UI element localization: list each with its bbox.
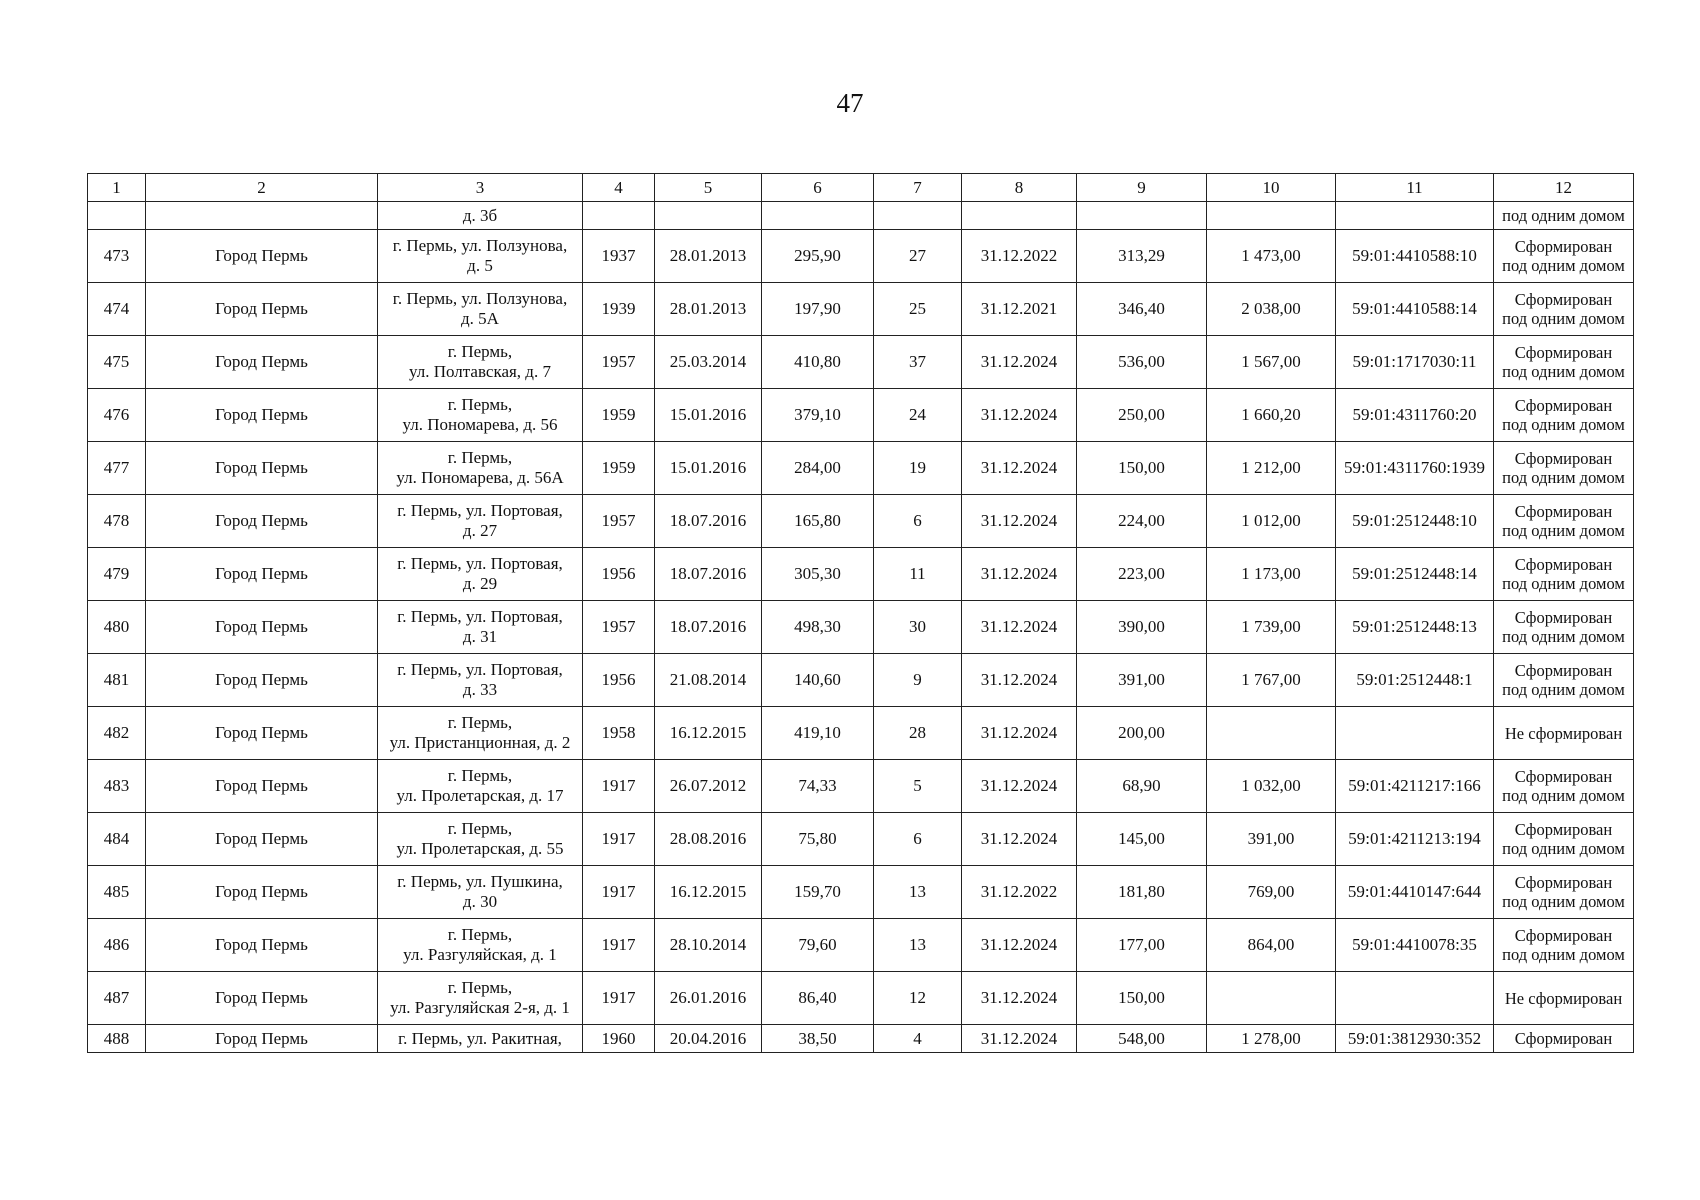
year-cell: 1959: [583, 389, 655, 442]
value-cell: 150,00: [1077, 972, 1207, 1025]
status-cell: [1494, 919, 1634, 972]
address-line: г. Пермь, ул. Ползунова,: [392, 289, 568, 308]
value-cell: 1 278,00: [1207, 1025, 1336, 1053]
status-cell: [1494, 389, 1634, 442]
address-line: г. Пермь, ул. Портовая,: [397, 501, 563, 520]
area-cell: 410,80: [762, 336, 874, 389]
status-line: под одним домом: [1502, 945, 1625, 964]
area-cell: 140,60: [762, 654, 874, 707]
column-header: 8: [962, 174, 1077, 202]
value-cell: 181,80: [1077, 866, 1207, 919]
year-cell: 1917: [583, 972, 655, 1025]
cadastral-number-cell: [1336, 972, 1494, 1025]
address-cell: [378, 707, 583, 760]
municipality-cell: Город Пермь: [146, 389, 378, 442]
address-line: ул. Пристанционная, д. 2: [389, 733, 571, 752]
status-cell: под одним домом: [1494, 202, 1634, 230]
cadastral-number-cell: 59:01:2512448:10: [1336, 495, 1494, 548]
cadastral-number-cell: 59:01:2512448:13: [1336, 601, 1494, 654]
status-line: Сформирован: [1514, 608, 1613, 627]
area-cell: 419,10: [762, 707, 874, 760]
date-cell: 21.08.2014: [655, 654, 762, 707]
address-line: ул. Полтавская, д. 7: [409, 362, 551, 381]
date-cell: 25.03.2014: [655, 336, 762, 389]
date-cell: 26.07.2012: [655, 760, 762, 813]
area-cell: 79,60: [762, 919, 874, 972]
cadastral-number-cell: 59:01:4410588:14: [1336, 283, 1494, 336]
address-cell: [378, 548, 583, 601]
value-cell: 391,00: [1207, 813, 1336, 866]
status-cell: [1494, 230, 1634, 283]
value-cell: 223,00: [1077, 548, 1207, 601]
municipality-cell: Город Пермь: [146, 972, 378, 1025]
table-row: [88, 389, 1634, 442]
year-cell: 1956: [583, 548, 655, 601]
value-cell: 2 038,00: [1207, 283, 1336, 336]
row-number-cell: 486: [88, 919, 146, 972]
year-cell: 1939: [583, 283, 655, 336]
municipality-cell: Город Пермь: [146, 442, 378, 495]
column-header: 12: [1494, 174, 1634, 202]
residents-cell: 30: [874, 601, 962, 654]
value-cell: 1 567,00: [1207, 336, 1336, 389]
row-number-cell: 479: [88, 548, 146, 601]
address-line: д. 30: [462, 892, 498, 911]
value-cell: 145,00: [1077, 813, 1207, 866]
row-number-cell: 483: [88, 760, 146, 813]
value-cell: 769,00: [1207, 866, 1336, 919]
status-line: под одним домом: [1502, 680, 1625, 699]
table-row: [88, 548, 1634, 601]
year-cell: 1957: [583, 495, 655, 548]
area-cell: 295,90: [762, 230, 874, 283]
area-cell: 75,80: [762, 813, 874, 866]
table-row: [88, 336, 1634, 389]
table-row: [88, 654, 1634, 707]
residents-cell: 13: [874, 919, 962, 972]
deadline-cell: 31.12.2024: [962, 495, 1077, 548]
row-number-cell: 487: [88, 972, 146, 1025]
date-cell: 26.01.2016: [655, 972, 762, 1025]
year-cell: 1917: [583, 866, 655, 919]
year-cell: 1958: [583, 707, 655, 760]
residents-cell: 19: [874, 442, 962, 495]
municipality-cell: Город Пермь: [146, 866, 378, 919]
column-header: 9: [1077, 174, 1207, 202]
address-line: д. 5А: [461, 309, 499, 328]
status-line: под одним домом: [1502, 574, 1625, 593]
year-cell: 1956: [583, 654, 655, 707]
cadastral-number-cell: 59:01:4311760:20: [1336, 389, 1494, 442]
area-cell: 74,33: [762, 760, 874, 813]
value-cell: 1 473,00: [1207, 230, 1336, 283]
deadline-cell: 31.12.2024: [962, 601, 1077, 654]
address-cell: [378, 972, 583, 1025]
deadline-cell: 31.12.2024: [962, 654, 1077, 707]
value-cell: [1207, 972, 1336, 1025]
address-cell: [378, 389, 583, 442]
area-cell: 86,40: [762, 972, 874, 1025]
date-cell: 18.07.2016: [655, 601, 762, 654]
year-cell: 1959: [583, 442, 655, 495]
status-line: под одним домом: [1502, 892, 1625, 911]
table-row: [88, 495, 1634, 548]
area-cell: 159,70: [762, 866, 874, 919]
municipality-cell: Город Пермь: [146, 919, 378, 972]
column-header: 3: [378, 174, 583, 202]
value-cell: 313,29: [1077, 230, 1207, 283]
deadline-cell: 31.12.2024: [962, 336, 1077, 389]
deadline-cell: 31.12.2024: [962, 972, 1077, 1025]
status-line: Сформирован: [1514, 661, 1613, 680]
address-line: г. Пермь,: [447, 819, 513, 838]
address-line: г. Пермь, ул. Портовая,: [397, 554, 563, 573]
value-cell: 224,00: [1077, 495, 1207, 548]
address-cell: [378, 760, 583, 813]
date-cell: 15.01.2016: [655, 389, 762, 442]
municipality-cell: Город Пермь: [146, 707, 378, 760]
row-number-cell: 482: [88, 707, 146, 760]
address-cell: [378, 919, 583, 972]
residents-cell: 11: [874, 548, 962, 601]
status-cell: [1494, 495, 1634, 548]
column-header: 5: [655, 174, 762, 202]
status-line: Сформирован: [1514, 290, 1613, 309]
cadastral-number-cell: 59:01:1717030:11: [1336, 336, 1494, 389]
column-header: 10: [1207, 174, 1336, 202]
year-cell: 1957: [583, 336, 655, 389]
address-line: ул. Пономарева, д. 56А: [396, 468, 564, 487]
value-cell: 1 660,20: [1207, 389, 1336, 442]
status-cell: [1494, 601, 1634, 654]
address-line: ул. Пролетарская, д. 17: [396, 786, 564, 805]
status-cell: [1494, 1025, 1634, 1053]
table-row: [88, 707, 1634, 760]
address-cell: д. 3б: [378, 202, 583, 230]
address-line: ул. Пономарева, д. 56: [402, 415, 558, 434]
status-line: Сформирован: [1514, 555, 1613, 574]
cadastral-number-cell: 59:01:2512448:14: [1336, 548, 1494, 601]
table-row: [88, 442, 1634, 495]
row-number-cell: 480: [88, 601, 146, 654]
municipality-cell: Город Пермь: [146, 548, 378, 601]
status-line: под одним домом: [1502, 627, 1625, 646]
date-cell: 28.08.2016: [655, 813, 762, 866]
address-line: г. Пермь, ул. Портовая,: [397, 607, 563, 626]
row-number-cell: 478: [88, 495, 146, 548]
date-cell: 16.12.2015: [655, 866, 762, 919]
value-cell: 200,00: [1077, 707, 1207, 760]
table-row: [88, 230, 1634, 283]
residents-cell: 6: [874, 813, 962, 866]
municipality-cell: Город Пермь: [146, 813, 378, 866]
row-number-cell: 475: [88, 336, 146, 389]
column-number-header-row: [88, 174, 1634, 202]
row-number-cell: 474: [88, 283, 146, 336]
year-cell: 1917: [583, 919, 655, 972]
year-cell: 1917: [583, 760, 655, 813]
table-row: [88, 919, 1634, 972]
address-cell: [378, 813, 583, 866]
row-number-cell: 473: [88, 230, 146, 283]
municipality-cell: Город Пермь: [146, 760, 378, 813]
status-cell: [1494, 283, 1634, 336]
address-line: г. Пермь,: [447, 448, 513, 467]
area-cell: 305,30: [762, 548, 874, 601]
status-line: Сформирован: [1514, 1029, 1613, 1048]
municipality-cell: Город Пермь: [146, 601, 378, 654]
year-cell: 1937: [583, 230, 655, 283]
cadastral-number-cell: 59:01:4410147:644: [1336, 866, 1494, 919]
table-row: [88, 866, 1634, 919]
status-cell: [1494, 442, 1634, 495]
address-line: г. Пермь, ул. Портовая,: [397, 660, 563, 679]
year-cell: 1957: [583, 601, 655, 654]
residents-cell: 9: [874, 654, 962, 707]
status-cell: [1494, 707, 1634, 760]
row-number-cell: 484: [88, 813, 146, 866]
status-line: под одним домом: [1502, 521, 1625, 540]
value-cell: 391,00: [1077, 654, 1207, 707]
address-line: г. Пермь, ул. Ракитная,: [398, 1028, 562, 1048]
status-line: Сформирован: [1514, 449, 1613, 468]
status-line: под одним домом: [1502, 256, 1625, 275]
status-line: под одним домом: [1502, 362, 1625, 381]
status-line: под одним домом: [1502, 309, 1625, 328]
status-line: под одним домом: [1502, 415, 1625, 434]
address-cell: [378, 336, 583, 389]
municipality-cell: Город Пермь: [146, 283, 378, 336]
area-cell: 38,50: [762, 1025, 874, 1053]
page-number: 47: [836, 88, 864, 118]
address-line: г. Пермь,: [447, 342, 513, 361]
area-cell: 165,80: [762, 495, 874, 548]
status-cell: [1494, 336, 1634, 389]
deadline-cell: 31.12.2024: [962, 707, 1077, 760]
municipality-cell: Город Пермь: [146, 495, 378, 548]
date-cell: 20.04.2016: [655, 1025, 762, 1053]
deadline-cell: 31.12.2024: [962, 1025, 1077, 1053]
residents-cell: 27: [874, 230, 962, 283]
municipality-cell: Город Пермь: [146, 336, 378, 389]
cadastral-number-cell: 59:01:4211217:166: [1336, 760, 1494, 813]
address-line: д. 29: [462, 574, 498, 593]
status-line: Не сформирован: [1504, 988, 1623, 1008]
value-cell: 1 012,00: [1207, 495, 1336, 548]
value-cell: 390,00: [1077, 601, 1207, 654]
status-line: Сформирован: [1514, 767, 1613, 786]
value-cell: 1 767,00: [1207, 654, 1336, 707]
municipality-cell: Город Пермь: [146, 230, 378, 283]
residents-cell: 5: [874, 760, 962, 813]
status-line: под одним домом: [1502, 468, 1625, 487]
municipality-cell: Город Пермь: [146, 1025, 378, 1053]
deadline-cell: 31.12.2024: [962, 548, 1077, 601]
status-line: Сформирован: [1514, 237, 1613, 256]
table-row: [88, 760, 1634, 813]
address-cell: [378, 283, 583, 336]
status-line: Сформирован: [1514, 502, 1613, 521]
value-cell: [1207, 707, 1336, 760]
year-cell: 1960: [583, 1025, 655, 1053]
cadastral-number-cell: 59:01:3812930:352: [1336, 1025, 1494, 1053]
status-line: Сформирован: [1514, 926, 1613, 945]
date-cell: 18.07.2016: [655, 548, 762, 601]
deadline-cell: 31.12.2024: [962, 813, 1077, 866]
cadastral-number-cell: [1336, 707, 1494, 760]
date-cell: 18.07.2016: [655, 495, 762, 548]
address-cell: [378, 230, 583, 283]
cadastral-number-cell: 59:01:4410588:10: [1336, 230, 1494, 283]
address-line: ул. Разгуляйская 2-я, д. 1: [390, 998, 570, 1017]
address-line: г. Пермь,: [447, 395, 513, 414]
status-line: под одним домом: [1502, 786, 1625, 805]
residents-cell: 6: [874, 495, 962, 548]
status-line: под одним домом: [1502, 839, 1625, 858]
year-cell: 1917: [583, 813, 655, 866]
address-line: д. 5: [467, 256, 493, 275]
date-cell: 16.12.2015: [655, 707, 762, 760]
deadline-cell: 31.12.2024: [962, 442, 1077, 495]
residents-cell: 37: [874, 336, 962, 389]
residents-cell: 4: [874, 1025, 962, 1053]
row-number-cell: 485: [88, 866, 146, 919]
date-cell: 28.01.2013: [655, 283, 762, 336]
value-cell: 346,40: [1077, 283, 1207, 336]
table-row: [88, 972, 1634, 1025]
row-number-cell: 488: [88, 1025, 146, 1053]
housing-registry-table: [87, 173, 1634, 1053]
address-cell: [378, 654, 583, 707]
row-number-cell: 477: [88, 442, 146, 495]
status-cell: [1494, 760, 1634, 813]
cadastral-number-cell: 59:01:4410078:35: [1336, 919, 1494, 972]
address-line: г. Пермь,: [447, 713, 513, 732]
continuation-row: [88, 202, 1634, 230]
status-cell: [1494, 654, 1634, 707]
area-cell: 284,00: [762, 442, 874, 495]
address-cell: [378, 442, 583, 495]
address-line: ул. Пролетарская, д. 55: [396, 839, 564, 858]
residents-cell: 28: [874, 707, 962, 760]
residents-cell: 24: [874, 389, 962, 442]
value-cell: 1 173,00: [1207, 548, 1336, 601]
address-line: г. Пермь,: [447, 978, 513, 997]
deadline-cell: 31.12.2022: [962, 866, 1077, 919]
status-cell: [1494, 548, 1634, 601]
table-row: [88, 283, 1634, 336]
table-row: [88, 601, 1634, 654]
status-line: Не сформирован: [1504, 723, 1623, 743]
address-cell: [378, 866, 583, 919]
status-line: Сформирован: [1514, 820, 1613, 839]
row-number-cell: 481: [88, 654, 146, 707]
cadastral-number-cell: 59:01:4211213:194: [1336, 813, 1494, 866]
table-row: [88, 813, 1634, 866]
residents-cell: 12: [874, 972, 962, 1025]
area-cell: 197,90: [762, 283, 874, 336]
address-cell: [378, 601, 583, 654]
address-cell: [378, 495, 583, 548]
value-cell: 864,00: [1207, 919, 1336, 972]
area-cell: 498,30: [762, 601, 874, 654]
value-cell: 1 032,00: [1207, 760, 1336, 813]
value-cell: 68,90: [1077, 760, 1207, 813]
column-header: 4: [583, 174, 655, 202]
address-line: г. Пермь, ул. Ползунова,: [392, 236, 568, 255]
address-cell: [378, 1025, 583, 1053]
column-header: 2: [146, 174, 378, 202]
address-line: ул. Разгуляйская, д. 1: [403, 945, 557, 964]
value-cell: 150,00: [1077, 442, 1207, 495]
deadline-cell: 31.12.2021: [962, 283, 1077, 336]
table-row: [88, 1025, 1634, 1053]
cadastral-number-cell: 59:01:2512448:1: [1336, 654, 1494, 707]
column-header: 6: [762, 174, 874, 202]
status-cell: [1494, 972, 1634, 1025]
value-cell: 1 212,00: [1207, 442, 1336, 495]
address-line: д. 31: [462, 627, 498, 646]
address-line: г. Пермь,: [447, 925, 513, 944]
status-line: Сформирован: [1514, 873, 1613, 892]
value-cell: 536,00: [1077, 336, 1207, 389]
date-cell: 15.01.2016: [655, 442, 762, 495]
residents-cell: 25: [874, 283, 962, 336]
value-cell: 1 739,00: [1207, 601, 1336, 654]
address-line: д. 33: [462, 680, 498, 699]
status-cell: [1494, 813, 1634, 866]
row-number-cell: 476: [88, 389, 146, 442]
residents-cell: 13: [874, 866, 962, 919]
column-header: 1: [88, 174, 146, 202]
column-header: 7: [874, 174, 962, 202]
deadline-cell: 31.12.2024: [962, 760, 1077, 813]
date-cell: 28.10.2014: [655, 919, 762, 972]
area-cell: 379,10: [762, 389, 874, 442]
deadline-cell: 31.12.2024: [962, 919, 1077, 972]
deadline-cell: 31.12.2024: [962, 389, 1077, 442]
address-line: г. Пермь,: [447, 766, 513, 785]
status-cell: [1494, 866, 1634, 919]
address-line: г. Пермь, ул. Пушкина,: [397, 872, 563, 891]
deadline-cell: 31.12.2022: [962, 230, 1077, 283]
address-line: д. 27: [462, 521, 498, 540]
value-cell: 250,00: [1077, 389, 1207, 442]
status-line: Сформирован: [1514, 343, 1613, 362]
status-line: Сформирован: [1514, 396, 1613, 415]
value-cell: 177,00: [1077, 919, 1207, 972]
column-header: 11: [1336, 174, 1494, 202]
date-cell: 28.01.2013: [655, 230, 762, 283]
value-cell: 548,00: [1077, 1025, 1207, 1053]
cadastral-number-cell: 59:01:4311760:1939: [1336, 442, 1494, 495]
municipality-cell: Город Пермь: [146, 654, 378, 707]
